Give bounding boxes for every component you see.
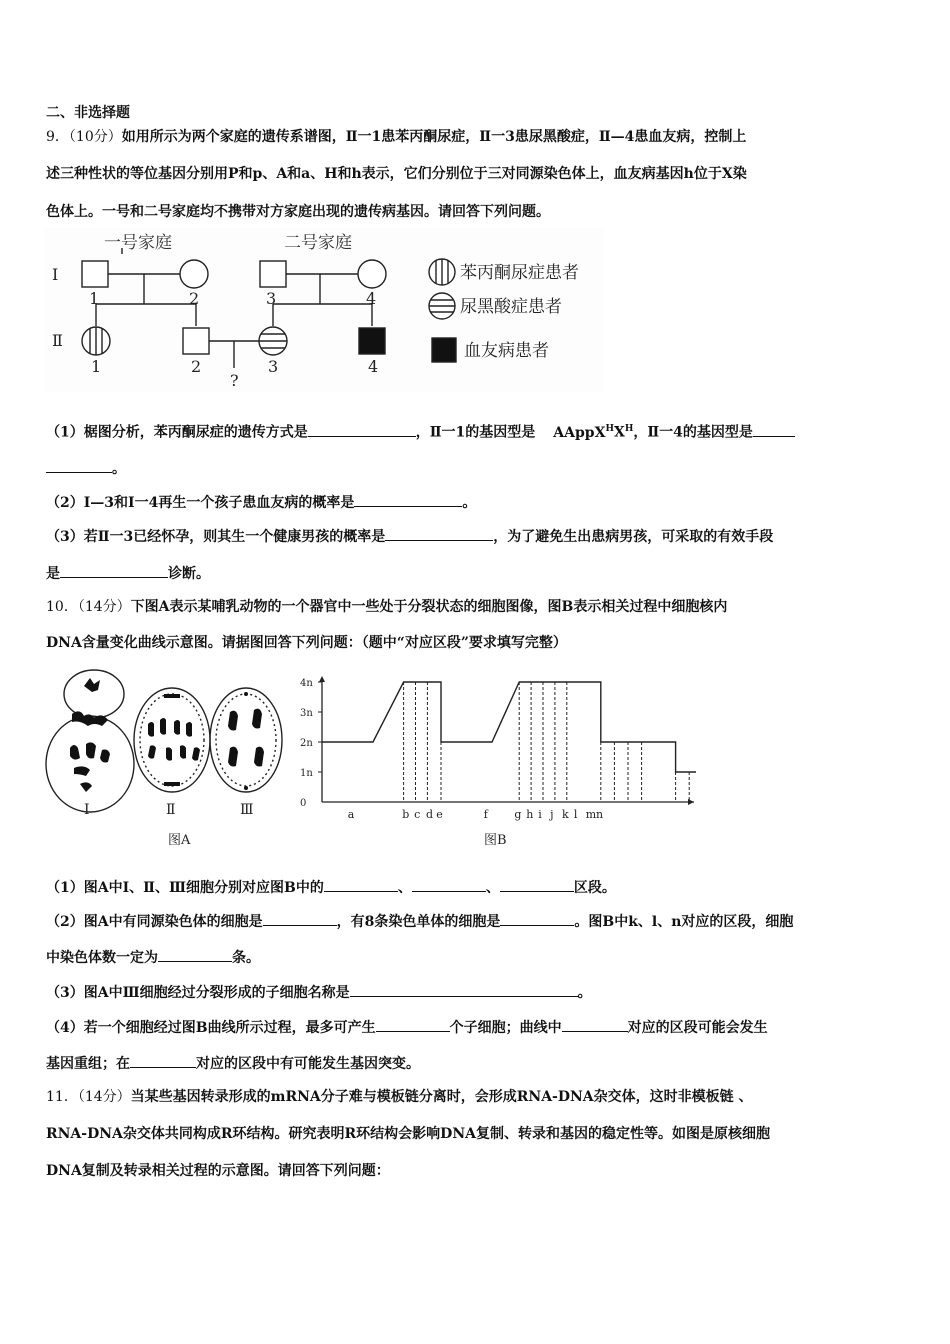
- q9-sub1-line1: [46, 420, 795, 442]
- q10-sub1-blank3[interactable]: [500, 877, 574, 892]
- section-title: 二、非选择题: [46, 105, 130, 121]
- q10-text2: DNA含量变化曲线示意图。请据图回答下列问题：（题中“对应区段”要求填写完整）: [46, 635, 567, 651]
- segment-label-l: l: [573, 808, 578, 821]
- I4-female: [358, 260, 386, 288]
- q9-sub3-blank1[interactable]: [385, 526, 493, 541]
- q10-sub4-blank3[interactable]: [130, 1053, 196, 1068]
- q9-text3: 色体上。一号和二号家庭均不携带对方家庭出现的遗传病基因。请回答下列问题。: [46, 204, 550, 220]
- q9-sub3-text: 若Ⅱ一3已经怀孕，则其生一个健康男孩的概率是: [83, 529, 386, 545]
- q9-genotype-sup2: H: [624, 424, 634, 434]
- segment-label-j: j: [550, 808, 554, 821]
- q9-sub1-blank1[interactable]: [308, 422, 416, 437]
- y-tick-label-2n: 2n: [300, 738, 313, 749]
- segment-label-d: d: [426, 808, 434, 821]
- segment-label-k: k: [562, 808, 569, 821]
- figure-a-label: 图A: [168, 833, 191, 848]
- q9-number: 9．: [46, 129, 69, 145]
- q10-sub1-end: 区段。: [573, 880, 616, 896]
- II4-number: 4: [368, 357, 379, 376]
- q10-sub2-blank3[interactable]: [158, 947, 232, 962]
- q9-text-line1: [46, 128, 746, 146]
- q10-sub2-blank1[interactable]: [263, 911, 337, 926]
- q9-sub3-num: （3）: [46, 529, 84, 545]
- pedigree-diagram: [44, 228, 604, 392]
- q10-sub4-line2: [46, 1053, 420, 1073]
- q11-text-line1: [46, 1088, 753, 1106]
- segment-label-c: c: [414, 808, 421, 821]
- q10-number: 10．: [46, 599, 78, 615]
- q9-score: （10分）: [68, 129, 122, 145]
- q10-sub2-text4: 中染色体数一定为: [46, 950, 158, 966]
- q9-sub1-end: 。: [112, 461, 126, 477]
- q11-text3: DNA复制及转录相关过程的示意图。请回答下列问题：: [46, 1163, 390, 1179]
- II2-male: [183, 328, 209, 354]
- q9-sub1-text2: ，Ⅱ一1的基因型是: [415, 424, 536, 441]
- q10-text1: 下图A表示某哺乳动物的一个器官中一些处于分裂状态的细胞图像，图B表示相关过程中细胞核内: [130, 599, 728, 615]
- I2-number: 2: [189, 289, 200, 308]
- cell1-label: Ⅰ: [84, 802, 90, 818]
- q10-sub1-sep2: 、: [485, 880, 500, 896]
- cell1-lower: [46, 716, 134, 812]
- q9-text2: 述三种性状的等位基因分别用P和p、A和a、H和h表示，它们分别位于三对同源染色体上，血友病基因h位于X染: [46, 166, 747, 182]
- q9-sub1-text3: ，Ⅱ一4的基因型是: [633, 424, 753, 441]
- q10-sub4-line1: [46, 1017, 768, 1037]
- segment-label-h: h: [526, 808, 534, 821]
- q10-sub1: [46, 877, 616, 897]
- q10-sub2-line2: [46, 947, 260, 967]
- figure-b-chart: [294, 672, 704, 852]
- q10-sub2-text: （2）图A中有同源染色体的细胞是: [46, 914, 263, 930]
- segment-label-m: m: [585, 808, 597, 821]
- q9-sub2-end: 。: [462, 495, 477, 511]
- y-tick-label-0: 0: [300, 798, 307, 809]
- q9-sub1-blank2b[interactable]: [46, 458, 112, 473]
- q9-sub1-blank2a[interactable]: [753, 422, 795, 437]
- q9-sub1-text: 椐图分析，苯丙酮尿症的遗传方式是: [83, 424, 308, 441]
- I1-male: [82, 261, 108, 287]
- q9-sub3-line1: [46, 526, 773, 546]
- q9-sub3-line2: [46, 563, 210, 583]
- segment-label-n: n: [596, 808, 604, 821]
- y-tick-label-3n: 3n: [300, 708, 313, 719]
- q10-sub4-text2: 个子细胞；曲线中: [449, 1020, 562, 1036]
- gen1-label: Ⅰ: [52, 265, 59, 284]
- q10-sub4-blank1[interactable]: [376, 1017, 450, 1032]
- II1-number: 1: [91, 357, 102, 376]
- q10-sub3: [46, 982, 592, 1002]
- q10-sub2-line1: [46, 911, 793, 931]
- cell2-label: Ⅱ: [166, 802, 176, 818]
- legend-hemophilia-symbol: [432, 338, 456, 362]
- II4-male-hemophilia: [359, 328, 385, 354]
- II2-number: 2: [191, 357, 202, 376]
- child-question-mark: ?: [230, 371, 239, 390]
- family2-label: 二号家庭: [284, 233, 352, 253]
- q9-text1: 如用所示为两个家庭的遗传系谱图，Ⅱ一1患苯丙酮尿症，Ⅱ一3患尿黑酸症，Ⅱ—4患血友病，控制上: [121, 129, 747, 145]
- q10-sub3-blank[interactable]: [350, 982, 578, 997]
- y-axis-arrow: [319, 676, 325, 682]
- legend-alkaptonuria-label: 尿黑酸症患者: [460, 297, 562, 317]
- q11-text2: RNA-DNA杂交体共同构成R环结构。研究表明R环结构会影响DNA复制、转录和基因的稳定性等。如图是原核细胞: [46, 1126, 770, 1142]
- q10-sub4-text5: 对应的区段中有可能发生基因突变。: [196, 1056, 420, 1072]
- segment-label-f: f: [483, 808, 488, 821]
- q10-sub2-text2: ，有8条染色单体的细胞是: [336, 914, 501, 930]
- q10-text-line1: [46, 598, 727, 616]
- q11-score: （14分）: [77, 1089, 131, 1105]
- y-tick-label-4n: 4n: [300, 678, 313, 689]
- segment-label-i: i: [538, 808, 542, 821]
- q9-sub2-blank[interactable]: [354, 492, 462, 507]
- segment-label-g: g: [514, 808, 522, 821]
- q10-sub2-blank2[interactable]: [500, 911, 574, 926]
- segment-label-b: b: [402, 808, 410, 821]
- cell2: [134, 688, 210, 792]
- q10-sub4-blank2[interactable]: [562, 1017, 628, 1032]
- q9-genotype-x: X: [613, 424, 625, 441]
- I2-female: [180, 260, 208, 288]
- q10-sub3-end: 。: [577, 985, 592, 1001]
- gen2-label: Ⅱ: [52, 331, 63, 350]
- segment-label-e: e: [436, 808, 443, 821]
- cell3: [210, 688, 282, 792]
- q9-genotype-sup1: H: [605, 424, 614, 434]
- I1-number: 1: [89, 289, 100, 308]
- q10-sub4-text4: 基因重组；在: [46, 1056, 130, 1072]
- figure-a-cells: [44, 664, 294, 854]
- legend-pku-label: 苯丙酮尿症患者: [460, 263, 579, 283]
- q9-sub2-text: Ⅰ—3和Ⅰ一4再生一个孩子患血友病的概率是: [83, 495, 355, 511]
- q11-number: 11．: [46, 1089, 78, 1105]
- q9-sub3-text3: 是: [46, 566, 60, 582]
- q10-sub1-sep1: 、: [397, 880, 412, 896]
- q9-sub3-text2: ，为了避免生出患病男孩，可采取的有效手段: [493, 529, 774, 545]
- dna-content-line: [322, 682, 696, 772]
- q10-sub1-blank1[interactable]: [324, 877, 398, 892]
- II3-number: 3: [268, 357, 279, 376]
- cell1-upper: [64, 670, 124, 718]
- q11-text1: 当某些基因转录形成的mRNA分子难与模板链分离时，会形成RNA-DNA杂交体，这时非模板链 、: [130, 1089, 753, 1105]
- q10-sub2-text3: 。图B中k、l、n对应的区段，细胞: [574, 914, 794, 930]
- I3-number: 3: [266, 289, 277, 308]
- q9-genotype: AAppX: [553, 424, 606, 441]
- segment-label-a: a: [347, 808, 355, 821]
- I4-number: 4: [366, 289, 377, 308]
- q10-score: （14分）: [77, 599, 131, 615]
- I3-male: [260, 261, 286, 287]
- q9-sub1-line2: [46, 458, 126, 478]
- q9-sub3-end: 诊断。: [168, 566, 210, 582]
- q10-sub4-text3: 对应的区段可能会发生: [627, 1020, 768, 1036]
- q9-sub2: [46, 492, 476, 512]
- cell3-label: Ⅲ: [240, 802, 254, 818]
- q10-sub3-text: （3）图A中Ⅲ细胞经过分裂形成的子细胞名称是: [46, 985, 350, 1001]
- q10-sub4-text: （4）若一个细胞经过图B曲线所示过程，最多可产生: [46, 1020, 376, 1036]
- q9-sub2-num: （2）: [46, 495, 84, 511]
- q10-sub2-end: 条。: [232, 950, 260, 966]
- q10-sub1-text: （1）图A中Ⅰ、Ⅱ、Ⅲ细胞分别对应图B中的: [46, 880, 324, 896]
- q10-sub1-blank2[interactable]: [412, 877, 486, 892]
- q9-sub3-blank2[interactable]: [60, 563, 168, 578]
- q9-sub1-num: （1）: [46, 424, 84, 441]
- figure-b-label: 图B: [484, 833, 507, 848]
- y-tick-label-1n: 1n: [300, 768, 313, 779]
- family1-label: 一号家庭: [104, 233, 172, 253]
- legend-hemophilia-label: 血友病患者: [464, 341, 549, 361]
